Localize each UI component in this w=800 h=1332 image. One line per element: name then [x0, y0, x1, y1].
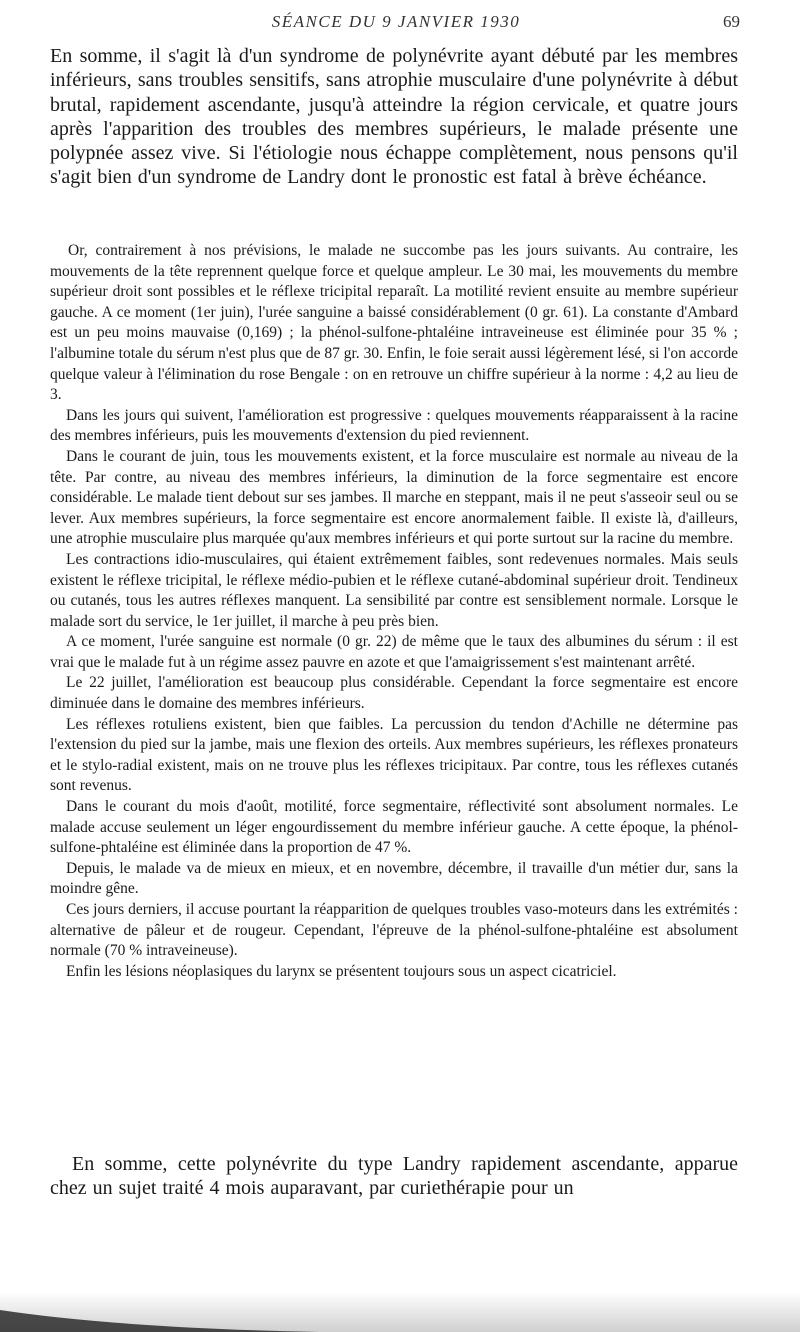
- page-number: 69: [723, 12, 740, 31]
- body-paragraph: Dans le courant du mois d'août, motilité, force segmentaire, réflectivité sont absolument normales. Le malade accuse seulement un léger engourdissement du membre inférieur gauche. A cette époque, la phénol-sulfone-phtaléine est éliminée dans la proportion de 47 %.: [50, 798, 738, 857]
- body-paragraph: Le 22 juillet, l'amélioration est beaucoup plus considérable. Cependant la force segmentaire est encore diminuée dans le domaine des membres inférieurs.: [50, 674, 738, 713]
- body-paragraph: Enfin les lésions néoplasiques du larynx se présentent toujours sous un aspect cicatriciel.: [66, 962, 617, 980]
- body-paragraph: Les réflexes rotuliens existent, bien que faibles. La percussion du tendon d'Achille ne détermine pas l'extension du pied sur la jambe, mais une flexion des orteils. Aux membres supérieurs, les réflexes pronateurs et le stylo-radial existent, mais on ne trouve plus les réflexes tricipitaux. Par contre, tous les réflexes cutanés sont revenus.: [50, 715, 738, 795]
- running-head: SÉANCE DU 9 JANVIER 1930: [271, 12, 521, 31]
- body-paragraph: A ce moment, l'urée sanguine est normale (0 gr. 22) de même que le taux des albumines du sérum : il est vrai que le malade fut à un régime assez pauvre en azote et que l'amaigrissement s'est maintenant arrêté.: [50, 633, 738, 671]
- body-paragraph: Or, contrairement à nos prévisions, le malade ne succombe pas les jours suivants. Au contraire, les mouvements de la tête reprennent quelque force et quelque ampleur. Le 30 mai, les mouvements du membre supérieur droit sont possibles et le réflexe tricipital reparaît. La motilité revient ensuite au membre supérieur gauche. A ce moment (1er juin), l'urée sanguine a baissé considérablement (0 gr. 61). La constante d'Ambard est un peu moins mauvaise (0,169) ; la phénol-sulfone-phtaléine intraveineuse est éliminée pour 35 % ; l'albumine totale du sérum n'est plus que de 87 gr. 30. Enfin, le foie serait aussi légèrement lésé, si l'on accorde quelque valeur à l'élimination du rose Bengale : on en retrouve un chiffre supérieur à la norme : 4,2 au lieu de 3.: [50, 242, 738, 404]
- body-paragraph: Dans les jours qui suivent, l'amélioration est progressive : quelques mouvements réapparaissent à la racine des membres inférieurs, puis les mouvements d'extension du pied reviennent.: [50, 406, 738, 445]
- closing-paragraph: En somme, cette polynévrite du type Landry rapidement ascendante, apparue chez un sujet traité 4 mois auparavant, par curiethérapie pour un: [50, 1153, 738, 1200]
- body-paragraph: Ces jours derniers, il accuse pourtant la réapparition de quelques troubles vaso-moteurs dans les extrémités : alternative de pâleur et de rougeur. Cependant, l'épreuve de la phénol-sulfone-phtaléine est absolument normale (70 % intraveineuse).: [50, 901, 738, 960]
- body-paragraph: Les contractions idio-musculaires, qui étaient extrêmement faibles, sont redevenues normales. Mais seuls existent le réflexe tricipital, le réflexe médio-pubien et le réflexe cutané-abdominal supérieur droit. Tendineux ou cutanés, tous les autres réflexes manquent. La sensibilité par contre est sensiblement normale. Lorsque le malade sort du service, le 1er juillet, il marche à peu près bien.: [50, 550, 738, 630]
- intro-paragraph: En somme, il s'agit là d'un syndrome de polynévrite ayant débuté par les membres inférieurs, sans troubles sensitifs, sans atrophie musculaire d'une polynévrite à début brutal, rapidement ascendante, jusqu'à atteindre la région cervicale, et quatre jours après l'apparition des troubles des membres supérieurs, le malade présente une polypnée assez vive. Si l'étiologie nous échappe complètement, nous pensons qu'il s'agit bien d'un syndrome de Landry dont le pronostic est fatal à brève échéance.: [50, 45, 738, 189]
- page-edge-curve: [0, 1292, 800, 1332]
- case-report-body: [50, 241, 738, 982]
- body-paragraph: Depuis, le malade va de mieux en mieux, et en novembre, décembre, il travaille d'un métier dur, sans la moindre gêne.: [50, 859, 738, 898]
- body-paragraph: Dans le courant de juin, tous les mouvements existent, et la force musculaire est normale au niveau de la tête. Par contre, au niveau des membres inférieurs, la diminution de la force segmentaire est encore considérable. Le malade tient debout sur ses jambes. Il marche en steppant, mais il ne peut s'asseoir seul ou se lever. Aux membres supérieurs, la force segmentaire est encore anormalement faible. Il existe là, d'ailleurs, une atrophie musculaire plus marquée qu'aux membres inférieurs et qui porte surtout sur la racine du membre.: [50, 447, 738, 548]
- page-header: [52, 12, 740, 34]
